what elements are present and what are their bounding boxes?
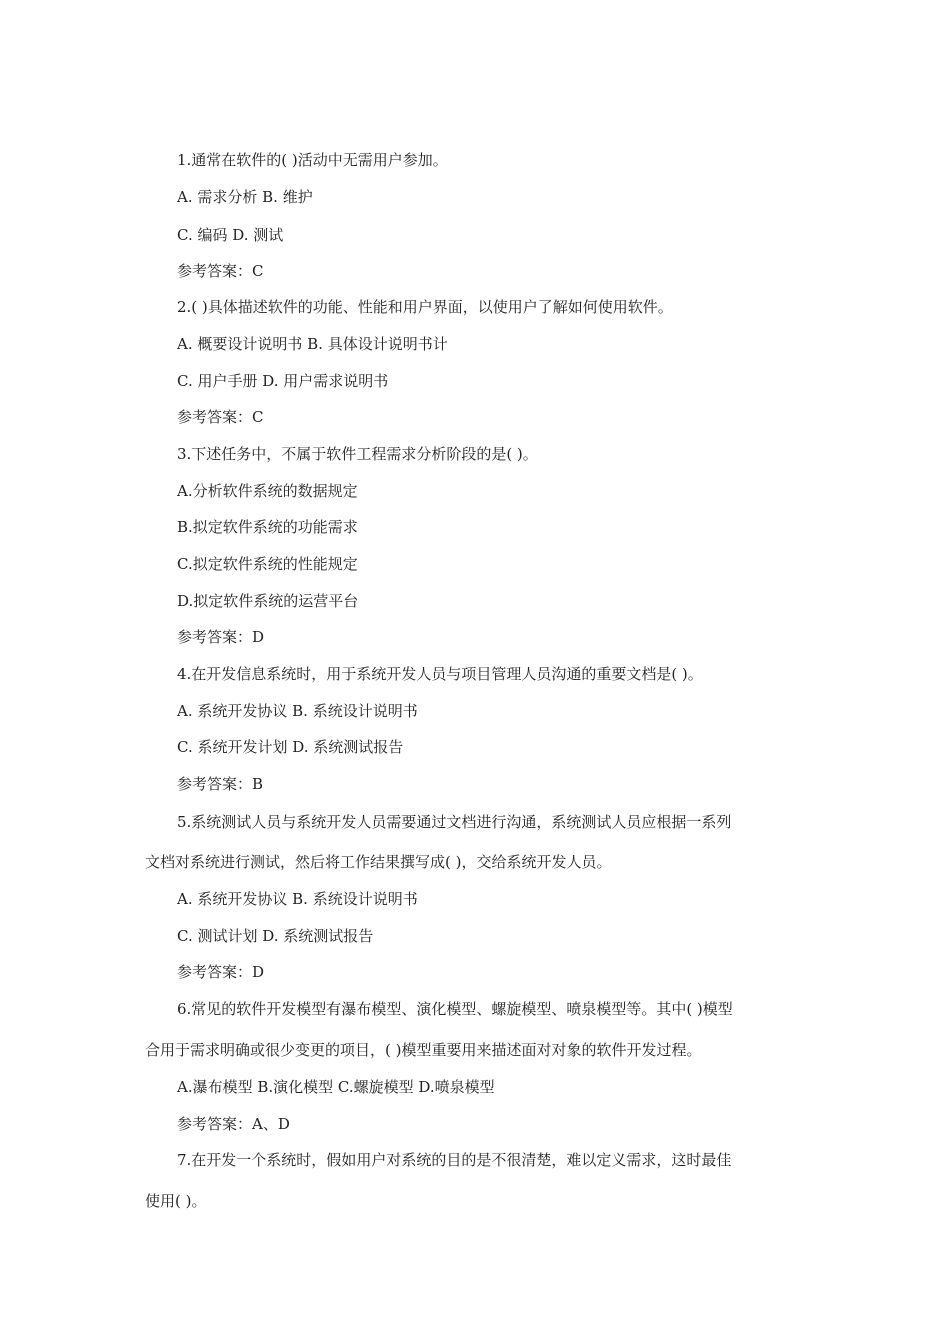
question-6-options: A.瀑布模型 B.演化模型 C.螺旋模型 D.喷泉模型 [177,1078,495,1096]
question-6-line-2: 合用于需求明确或很少变更的项目，( )模型重要用来描述面对对象的软件开发过程。 [145,1041,702,1059]
question-1-options-ab: A. 需求分析 B. 维护 [177,188,313,206]
question-5-options-ab: A. 系统开发协议 B. 系统设计说明书 [177,890,418,908]
question-1: 1.通常在软件的( )活动中无需用户参加。 [177,151,448,169]
question-4: 4.在开发信息系统时，用于系统开发人员与项目管理人员沟通的重要文档是( )。 [177,665,703,683]
question-5-options-cd: C. 测试计划 D. 系统测试报告 [177,927,374,945]
question-5-line-2: 文档对系统进行测试，然后将工作结果撰写成( )，交给系统开发人员。 [145,853,612,871]
question-7-line-2: 使用( )。 [145,1192,207,1210]
question-5-answer: 参考答案：D [177,963,265,981]
question-3-option-a: A.分析软件系统的数据规定 [177,482,358,500]
question-5-line-1: 5.系统测试人员与系统开发人员需要通过文档进行沟通，系统测试人员应根据一系列 [177,813,732,831]
question-4-options-cd: C. 系统开发计划 D. 系统测试报告 [177,738,404,756]
question-7-line-1: 7.在开发一个系统时，假如用户对系统的目的是不很清楚，难以定义需求，这时最佳 [177,1151,732,1169]
question-2-options-cd: C. 用户手册 D. 用户需求说明书 [177,372,389,390]
question-3-option-b: B.拟定软件系统的功能需求 [177,518,358,536]
question-2: 2.( )具体描述软件的功能、性能和用户界面，以使用户了解如何使用软件。 [177,298,673,316]
question-1-options-cd: C. 编码 D. 测试 [177,226,284,244]
question-6-line-1: 6.常见的软件开发模型有瀑布模型、演化模型、螺旋模型、喷泉模型等。其中( )模型 [177,1000,733,1018]
question-2-answer: 参考答案：C [177,408,264,426]
question-4-answer: 参考答案：B [177,775,264,793]
question-3: 3.下述任务中，不属于软件工程需求分析阶段的是( )。 [177,445,538,463]
question-4-options-ab: A. 系统开发协议 B. 系统设计说明书 [177,702,418,720]
question-2-options-ab: A. 概要设计说明书 B. 具体设计说明书计 [177,335,448,353]
question-3-option-c: C.拟定软件系统的性能规定 [177,555,358,573]
question-1-answer: 参考答案：C [177,262,264,280]
question-3-option-d: D.拟定软件系统的运营平台 [177,592,359,610]
question-3-answer: 参考答案：D [177,628,265,646]
question-6-answer: 参考答案：A、D [177,1115,290,1133]
